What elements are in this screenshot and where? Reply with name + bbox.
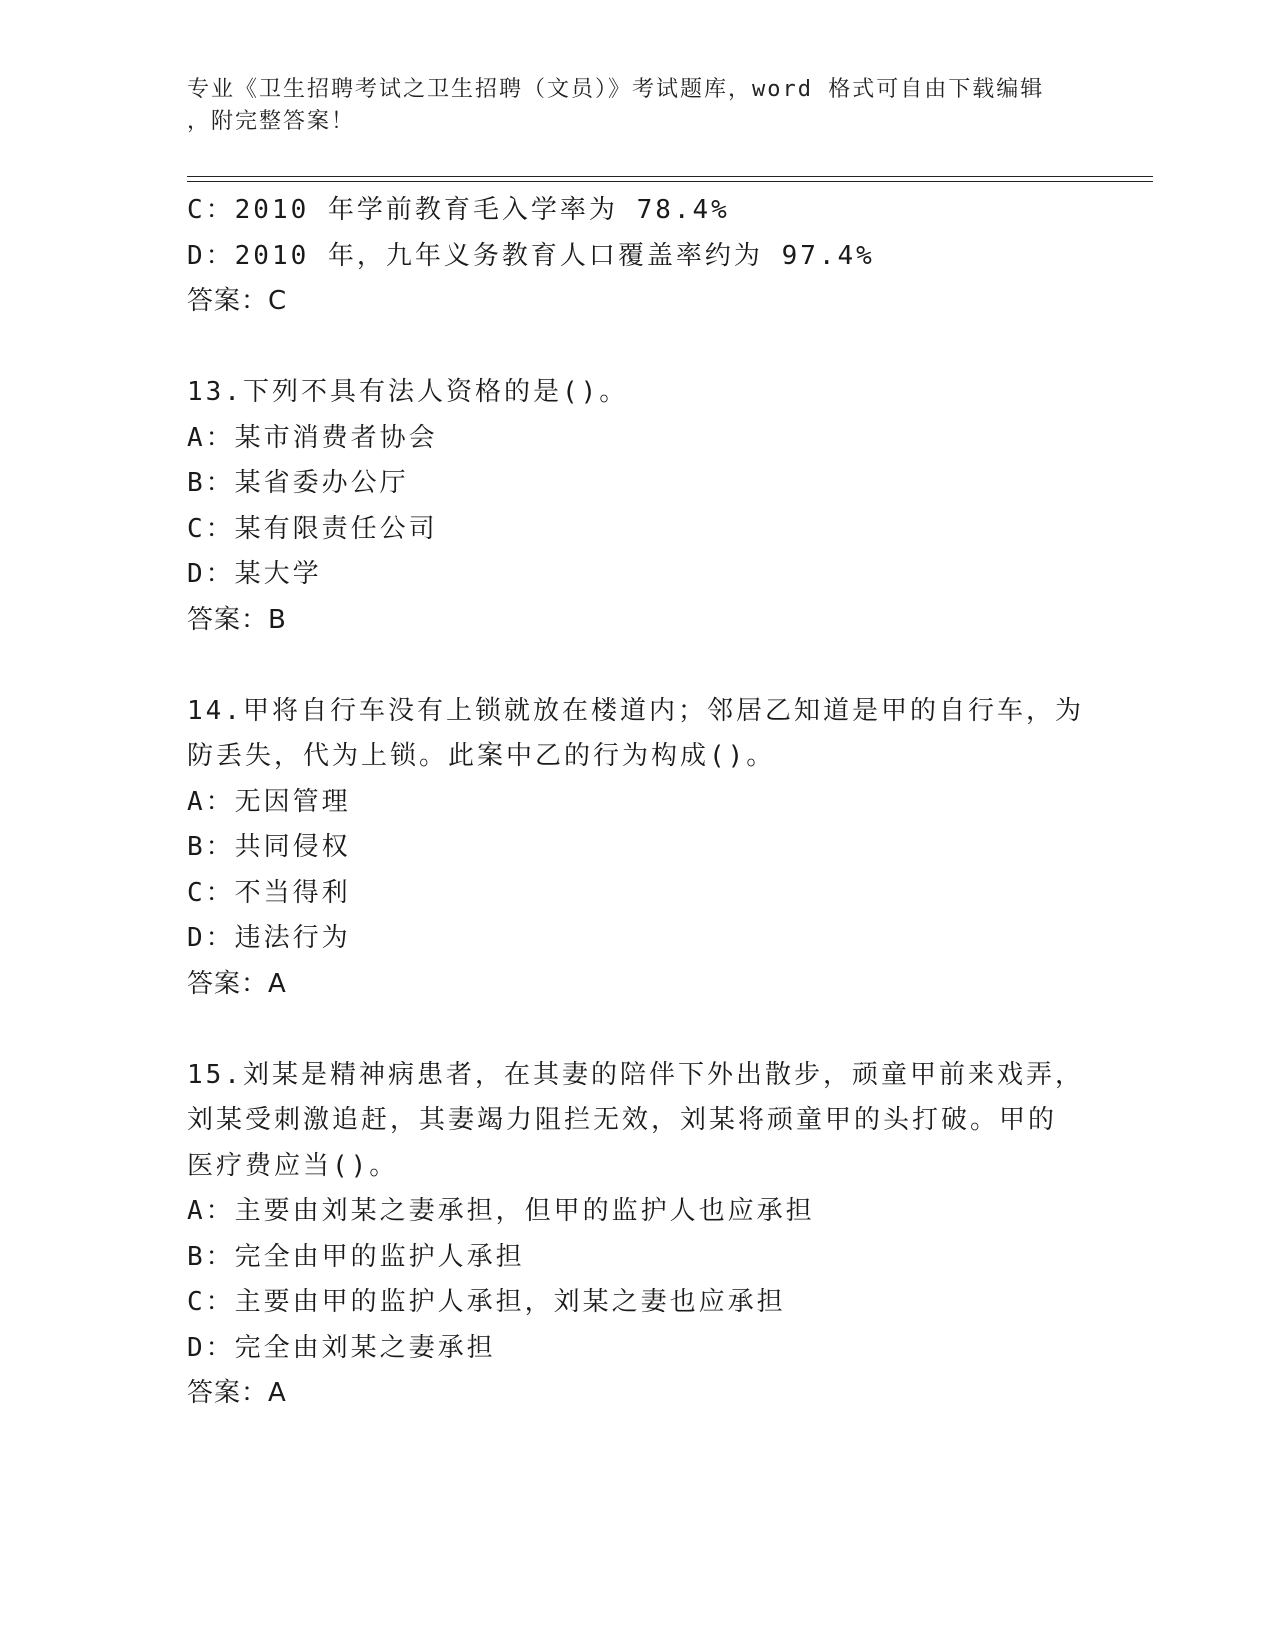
option-d: D：违法行为 xyxy=(187,923,351,953)
option-b: B：完全由甲的监护人承担 xyxy=(187,1241,525,1272)
option-c: C：2010 年学前教育毛入学率为 78.4% xyxy=(187,195,730,225)
option-a: A：某市消费者协会 xyxy=(187,422,438,453)
question-stem: 刘某受刺激追赶，其妻竭力阻拦无效，刘某将顽童甲的头打破。甲的 xyxy=(187,1105,1058,1135)
document-header xyxy=(187,74,1067,138)
header-title-line-2: ，附完整答案！ xyxy=(187,109,356,134)
answer-line: 答案：C xyxy=(187,286,288,316)
option-c: C：不当得利 xyxy=(187,877,351,908)
header-divider-top xyxy=(187,176,1153,177)
option-a: A：无因管理 xyxy=(187,786,351,817)
question-13 xyxy=(187,370,1087,643)
option-d: D：2010 年，九年义务教育人口覆盖率约为 97.4% xyxy=(187,240,875,271)
header-title-line-1: 专业《卫生招聘考试之卫生招聘（文员）》考试题库，word 格式可自由下载编辑 xyxy=(187,77,1045,102)
spacer xyxy=(187,325,1087,371)
answer-line: 答案：A xyxy=(187,968,287,999)
option-c: C：某有限责任公司 xyxy=(187,513,438,544)
header-divider-bottom xyxy=(187,181,1153,182)
question-stem: 医疗费应当()。 xyxy=(187,1150,399,1181)
question-14 xyxy=(187,689,1087,1008)
option-d: D：完全由刘某之妻承担 xyxy=(187,1332,496,1363)
question-stem: 14.甲将自行车没有上锁就放在楼道内；邻居乙知道是甲的自行车，为 xyxy=(187,695,1084,726)
question-stem: 防丢失，代为上锁。此案中乙的行为构成()。 xyxy=(187,741,776,771)
option-a: A：主要由刘某之妻承担，但甲的监护人也应承担 xyxy=(187,1196,815,1226)
question-stem: 13.下列不具有法人资格的是()。 xyxy=(187,377,629,407)
question-15 xyxy=(187,1053,1087,1417)
option-b: B：某省委办公厅 xyxy=(187,468,409,498)
option-d: D：某大学 xyxy=(187,559,322,589)
spacer xyxy=(187,1007,1087,1053)
question-content xyxy=(187,188,1087,1417)
option-b: B：共同侵权 xyxy=(187,832,351,862)
answer-line: 答案：B xyxy=(187,604,287,635)
spacer xyxy=(187,643,1087,689)
option-c: C：主要由甲的监护人承担，刘某之妻也应承担 xyxy=(187,1287,786,1317)
question-stem: 15.刘某是精神病患者，在其妻的陪伴下外出散步，顽童甲前来戏弄， xyxy=(187,1059,1084,1090)
answer-line: 答案：A xyxy=(187,1378,287,1408)
